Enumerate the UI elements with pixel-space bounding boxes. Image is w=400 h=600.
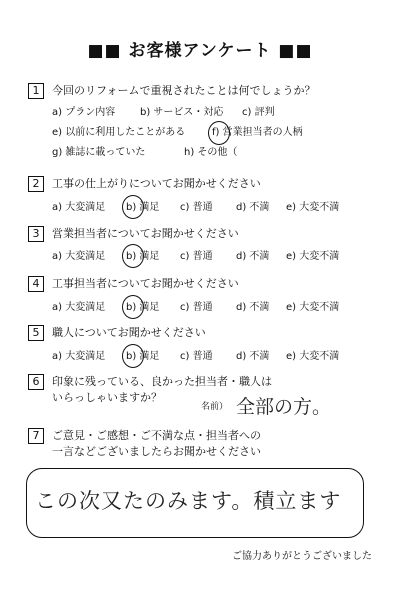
question-text: 営業担当者についてお聞かせください [52, 227, 239, 240]
question-1 [28, 83, 373, 168]
option-c: c) 評判 [242, 107, 275, 118]
question-text: 工事担当者についてお聞かせください [52, 277, 239, 290]
option-b: b) 満足 [126, 351, 160, 362]
option-c: c) 普通 [180, 351, 213, 362]
option-f: f) 営業担当者の人柄 [212, 127, 303, 138]
question-number: 1 [28, 83, 44, 99]
option-e: e) 大変不満 [286, 351, 340, 362]
question-text-line2: いらっしゃいますか？ [52, 391, 162, 404]
question-number: 7 [28, 428, 44, 444]
option-c: c) 普通 [180, 202, 213, 213]
option-c: c) 普通 [180, 251, 213, 262]
question-text: 職人についてお聞かせください [52, 326, 206, 339]
selected-circle-mark [122, 195, 144, 219]
option-b: b) 満足 [126, 302, 160, 313]
question-3 [28, 226, 373, 271]
title-marks-left: ■■ [87, 41, 122, 61]
question-number: 5 [28, 325, 44, 341]
option-d: d) 不満 [236, 202, 270, 213]
handwritten-name-answer: 全部の方。 [236, 396, 332, 418]
question-2 [28, 176, 373, 221]
selected-circle-mark [122, 244, 144, 268]
option-a: a) プラン内容 [52, 107, 116, 118]
question-6 [28, 374, 373, 419]
question-number: 4 [28, 276, 44, 292]
option-b: b) サービス・対応 [140, 107, 224, 118]
name-label: 名前） [201, 402, 229, 412]
question-text: 今回のリフォームで重視されたことは何でしょうか？ [52, 84, 316, 97]
option-c: c) 普通 [180, 302, 213, 313]
option-d: d) 不満 [236, 302, 270, 313]
title-text: お客様アンケート [128, 41, 272, 61]
option-a: a) 大変満足 [52, 251, 106, 262]
question-5 [28, 325, 373, 370]
thank-you-footer: ご協力ありがとうございました [232, 551, 372, 562]
option-a: a) 大変満足 [52, 351, 106, 362]
selected-circle-mark [208, 121, 230, 145]
question-text-line1: 印象に残っている、良かった担当者・職人は [52, 375, 272, 388]
question-7 [28, 428, 373, 468]
question-text-line2: 一言などございましたらお聞かせください [52, 445, 261, 458]
comment-box [26, 468, 364, 538]
option-a: a) 大変満足 [52, 302, 106, 313]
question-number: 6 [28, 374, 44, 390]
option-e: e) 大変不満 [286, 202, 340, 213]
option-e: e) 大変不満 [286, 251, 340, 262]
option-a: a) 大変満足 [52, 202, 106, 213]
option-h: h) その他（ [184, 147, 238, 158]
handwritten-comment: この次又たのみます。積立ます [35, 489, 342, 513]
option-g: g) 雑誌に載っていた [52, 147, 146, 158]
title-marks-right: ■■ [278, 41, 313, 61]
question-4 [28, 276, 373, 321]
selected-circle-mark [122, 295, 144, 319]
question-number: 3 [28, 226, 44, 242]
question-text-line1: ご意見・ご感想・ご不満な点・担当者への [52, 429, 261, 442]
option-e: e) 大変不満 [286, 302, 340, 313]
option-b: b) 満足 [126, 202, 160, 213]
question-text: 工事の仕上がりについてお聞かせください [52, 177, 261, 190]
option-b: b) 満足 [126, 251, 160, 262]
option-d: d) 不満 [236, 351, 270, 362]
question-number: 2 [28, 176, 44, 192]
survey-title [0, 36, 400, 61]
selected-circle-mark [122, 344, 144, 368]
option-e: e) 以前に利用したことがある [52, 127, 186, 138]
option-d: d) 不満 [236, 251, 270, 262]
